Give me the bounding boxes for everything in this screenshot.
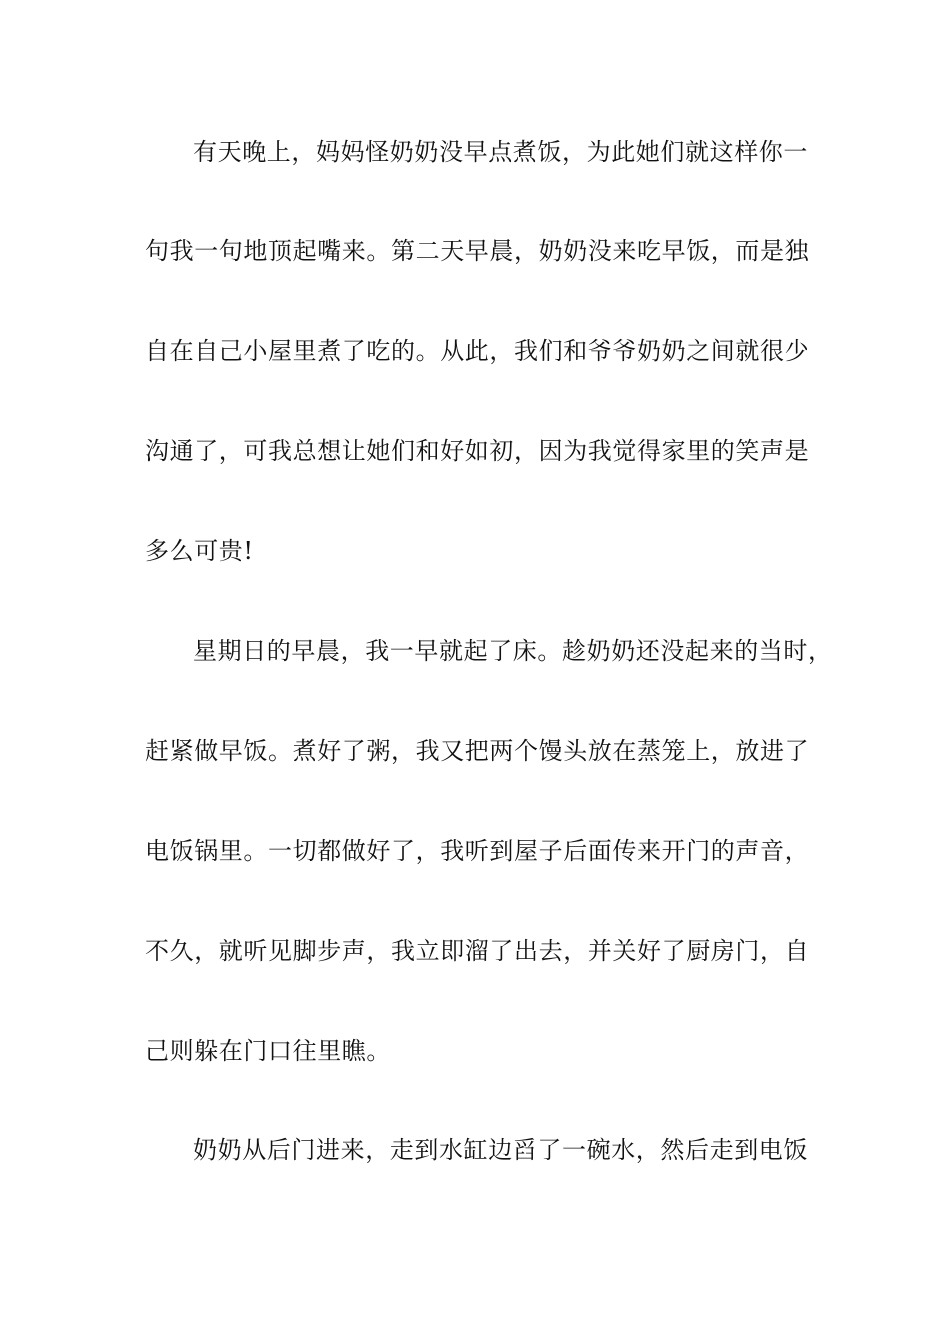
paragraph-3-line-1: 奶奶从后门进来，走到水缸边舀了一碗水，然后走到电饭 bbox=[193, 1136, 808, 1164]
paragraph-1-line-5: 多么可贵! bbox=[145, 537, 254, 565]
paragraph-2-line-1: 星期日的早晨，我一早就起了床。趁奶奶还没起来的当时， bbox=[193, 637, 833, 665]
paragraph-2-line-2: 赶紧做早饭。煮好了粥，我又把两个馒头放在蒸笼上，放进了 bbox=[145, 737, 810, 765]
paragraph-2-line-3: 电饭锅里。一切都做好了，我听到屋子后面传来开门的声音， bbox=[145, 837, 810, 865]
paragraph-2-line-4: 不久，就听见脚步声，我立即溜了出去，并关好了厨房门，自 bbox=[145, 937, 810, 965]
paragraph-1-line-1: 有天晚上，妈妈怪奶奶没早点煮饭，为此她们就这样你一 bbox=[193, 138, 808, 166]
paragraph-1-line-3: 自在自己小屋里煮了吃的。从此，我们和爷爷奶奶之间就很少 bbox=[145, 337, 810, 365]
paragraph-1-line-2: 句我一句地顶起嘴来。第二天早晨，奶奶没来吃早饭，而是独 bbox=[145, 237, 810, 265]
paragraph-2-line-5: 己则躲在门口往里瞧。 bbox=[145, 1037, 391, 1065]
paragraph-1-line-4: 沟通了，可我总想让她们和好如初，因为我觉得家里的笑声是 bbox=[145, 437, 810, 465]
